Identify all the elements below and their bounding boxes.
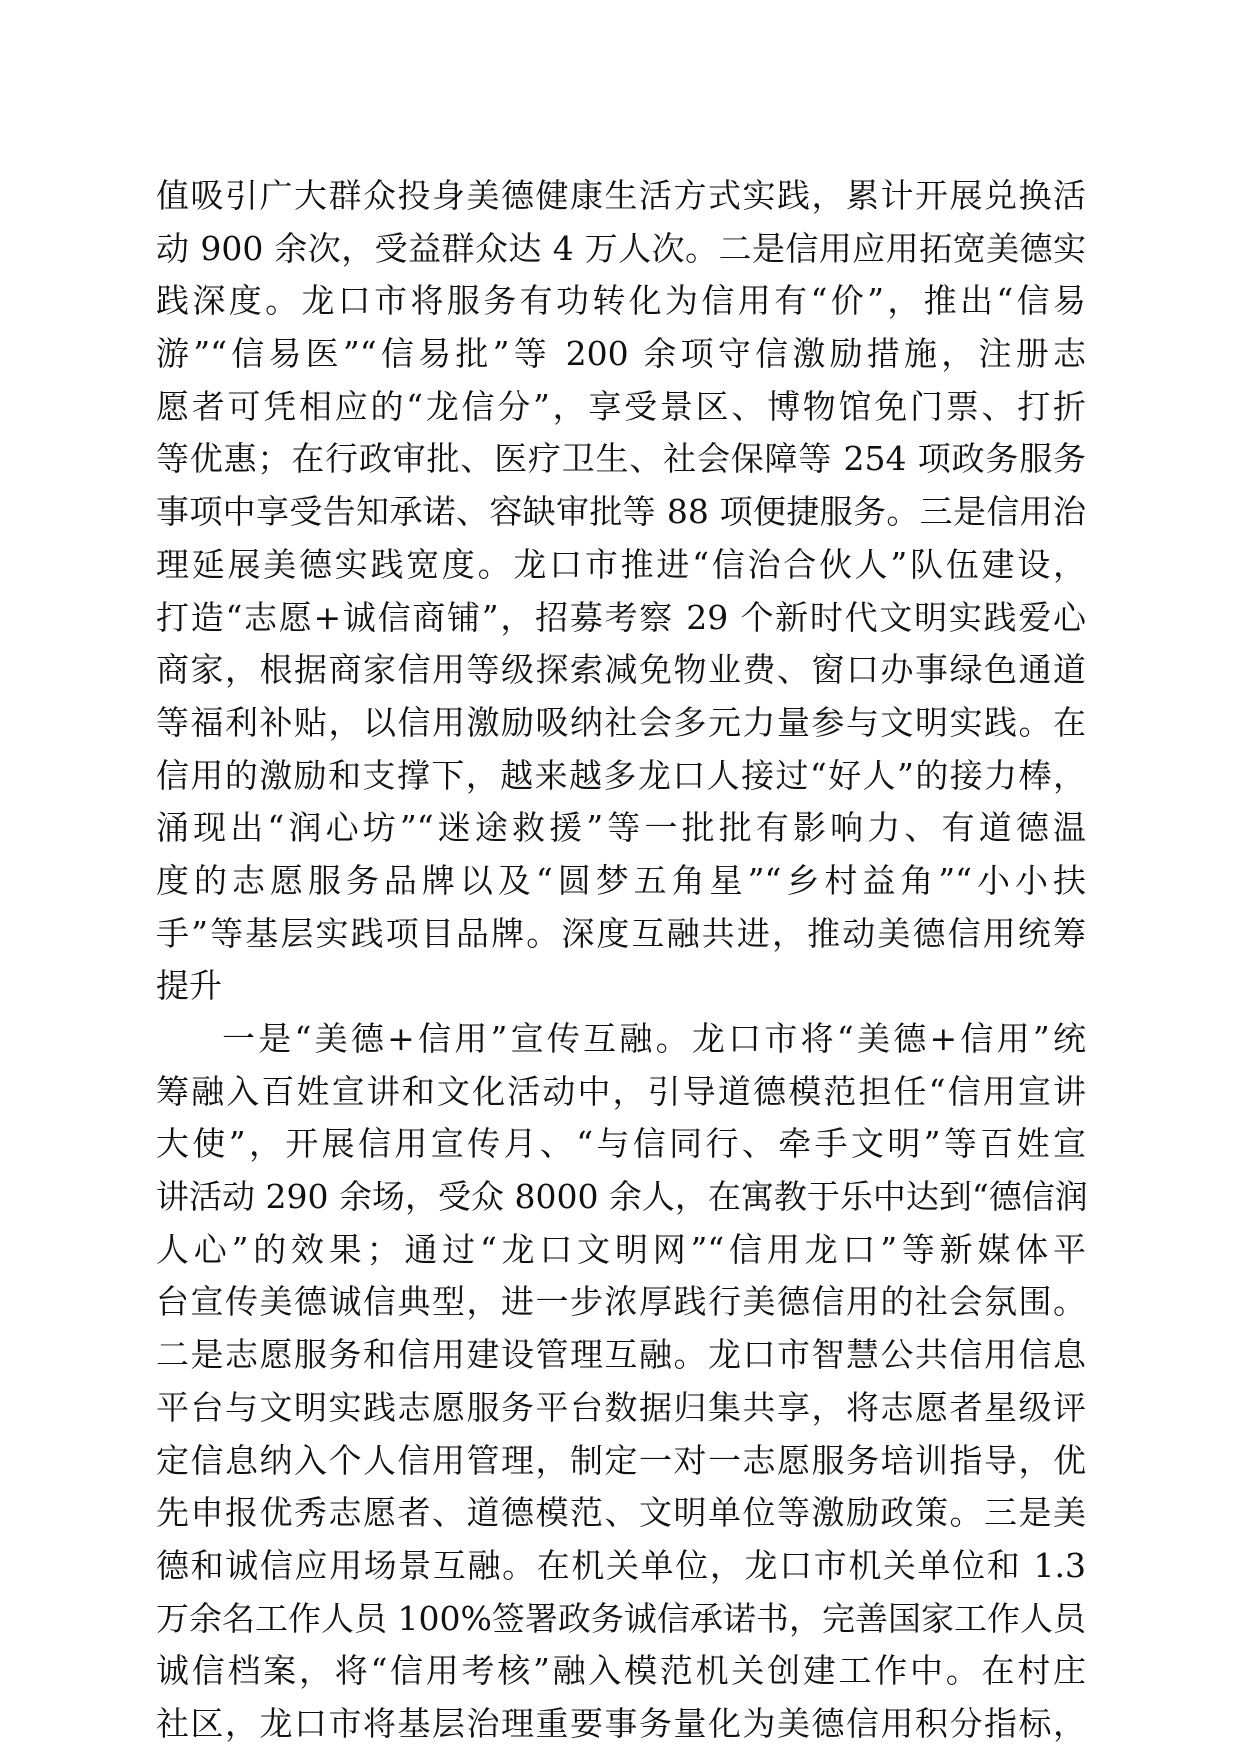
text-line: 动 900 余次，受益群众达 4 万人次。二是信用应用拓宽美德实 [156, 228, 1086, 268]
text-line: 先申报优秀志愿者、道德模范、文明单位等激励政策。三是美 [156, 1493, 1086, 1533]
text-line: 二是志愿服务和信用建设管理互融。龙口市智慧公共信用信息 [156, 1335, 1086, 1375]
text-line: 等优惠；在行政审批、医疗卫生、社会保障等 254 项政务服务 [156, 439, 1086, 479]
text-line: 德和诚信应用场景互融。在机关单位，龙口市机关单位和 1.3 [156, 1545, 1086, 1585]
text-line: 打造“志愿+诚信商铺”，招募考察 29 个新时代文明实践爱心 [156, 597, 1086, 637]
text-line: 人心”的效果；通过“龙口文明网”“信用龙口”等新媒体平 [156, 1229, 1086, 1269]
text-line: 大使”，开展信用宣传月、“与信同行、牵手文明”等百姓宣 [156, 1124, 1086, 1164]
text-line: 涌现出“润心坊”“迷途救援”等一批批有影响力、有道德温 [156, 808, 1086, 848]
text-line: 值吸引广大群众投身美德健康生活方式实践，累计开展兑换活 [156, 176, 1086, 215]
body-text [156, 170, 1086, 1751]
text-line: 筹融入百姓宣讲和文化活动中，引导道德模范担任“信用宣讲 [156, 1071, 1086, 1111]
text-line: 度的志愿服务品牌以及“圆梦五角星”“乡村益角”“小小扶 [156, 860, 1086, 900]
text-line: 等福利补贴，以信用激励吸纳社会多元力量参与文明实践。在 [156, 702, 1086, 742]
text-line: 信用的激励和支撑下，越来越多龙口人接过“好人”的接力棒， [156, 755, 1086, 795]
text-line: 万余名工作人员 100%签署政务诚信承诺书，完善国家工作人员 [156, 1598, 1086, 1638]
text-line: 商家，根据商家信用等级探索减免物业费、窗口办事绿色通道 [156, 650, 1086, 690]
text-line: 一是“美德+信用”宣传互融。龙口市将“美德+信用”统 [222, 1019, 1086, 1058]
text-line: 讲活动 290 余场，受众 8000 余人，在寓教于乐中达到“德信润 [156, 1177, 1088, 1217]
text-line: 平台与文明实践志愿服务平台数据归集共享，将志愿者星级评 [156, 1387, 1086, 1427]
text-line: 理延展美德实践宽度。龙口市推进“信治合伙人”队伍建设， [156, 544, 1086, 584]
text-line: 定信息纳入个人信用管理，制定一对一志愿服务培训指导，优 [156, 1440, 1086, 1480]
text-line: 提升 [156, 966, 222, 1006]
text-line: 游”“信易医”“信易批”等 200 余项守信激励措施，注册志 [156, 334, 1086, 374]
text-line: 愿者可凭相应的“龙信分”，享受景区、博物馆免门票、打折 [156, 386, 1086, 426]
text-line: 事项中享受告知承诺、容缺审批等 88 项便捷服务。三是信用治 [156, 492, 1086, 532]
text-line: 台宣传美德诚信典型，进一步浓厚践行美德信用的社会氛围。 [156, 1282, 1086, 1322]
text-line: 践深度。龙口市将服务有功转化为信用有“价”，推出“信易 [156, 281, 1086, 321]
text-line: 社区，龙口市将基层治理重要事务量化为美德信用积分指标， [156, 1703, 1086, 1743]
text-line: 手”等基层实践项目品牌。深度互融共进，推动美德信用统筹 [156, 913, 1086, 953]
text-line: 诚信档案，将“信用考核”融入模范机关创建工作中。在村庄 [156, 1651, 1086, 1691]
